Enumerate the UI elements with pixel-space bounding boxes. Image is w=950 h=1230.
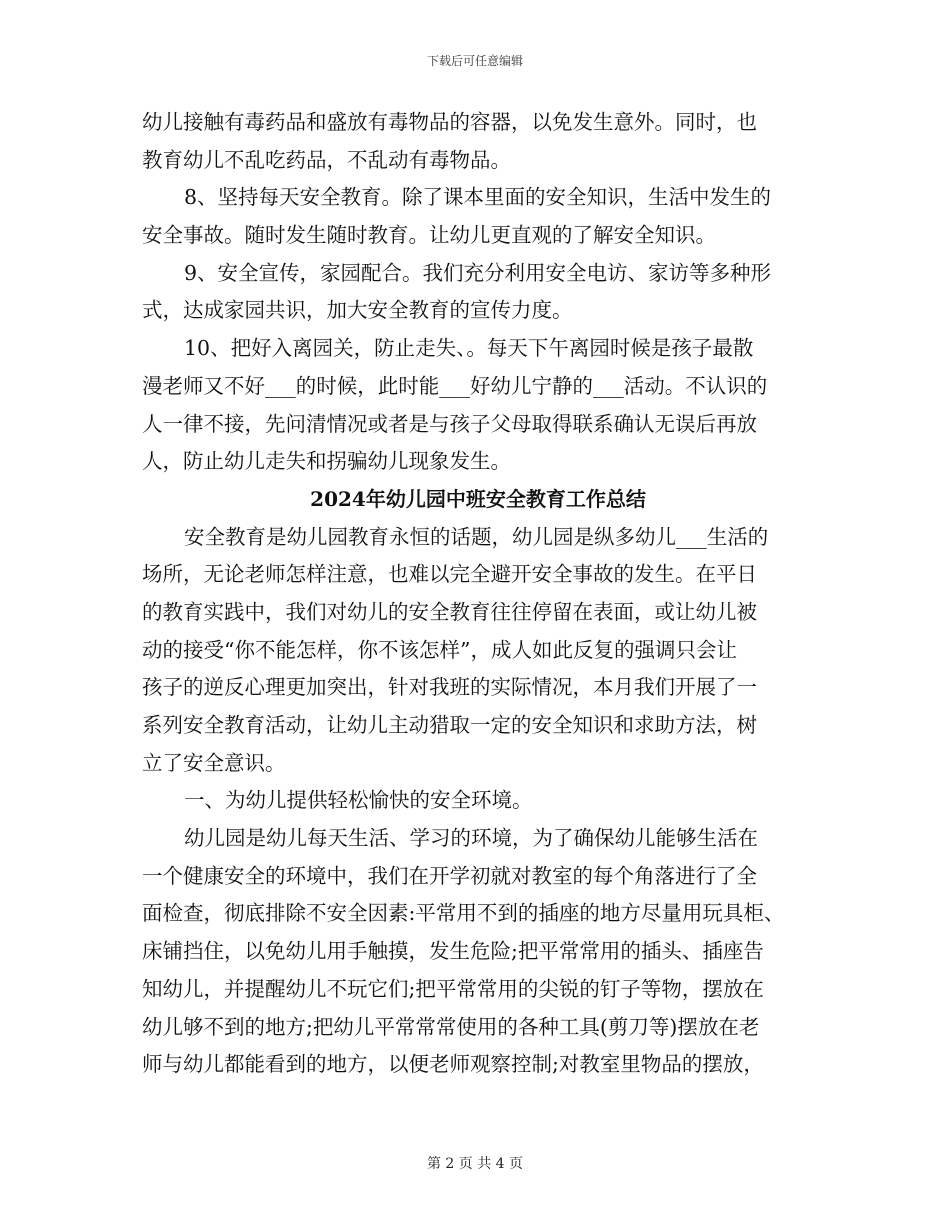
text-line: 立了安全意识。 [142,750,286,775]
text-line: 床铺挡住，以免幼儿用手触摸，发生危险;把平常常用的插头、插座告 [142,939,764,964]
text-line: 一个健康安全的环境中，我们在开学初就对教室的每个角落进行了全 [142,863,757,888]
text-line: 的教育实践中，我们对幼儿的安全教育往往停留在表面，或让幼儿被 [142,599,757,624]
text-line: 9、安全宣传，家园配合。我们充分利用安全电访、家访等多种形 [184,260,772,285]
text-line: 系列安全教育活动，让幼儿主动猎取一定的安全知识和求助方法，树 [142,713,757,737]
text-line: 场所，无论老师怎样注意，也难以完全避开安全事故的发生。在平日 [142,562,757,587]
text-line: 一、为幼儿提供轻松愉快的安全环境。 [184,788,533,813]
text-line: 人，防止幼儿走失和拐骗幼儿现象发生。 [142,449,511,474]
text-line: 教育幼儿不乱吃药品，不乱动有毒物品。 [142,147,511,172]
text-line: 8、坚持每天安全教育。除了课本里面的安全知识，生活中发生的 [184,185,772,210]
text-line: 师与幼儿都能看到的地方，以便老师观察控制;对教室里物品的摆放， [142,1052,764,1077]
text-line: 幼儿接触有毒药品和盛放有毒物品的容器，以免发生意外。同时，也 [142,110,757,134]
text-line: 安全事故。随时发生随时教育。让幼儿更直观的了解安全知识。 [142,223,716,248]
page-header: 下载后可任意编辑 [426,54,523,68]
text-line: 面检查，彻底排除不安全因素:平常用不到的插座的地方尽量用玩具柜、 [142,901,785,926]
document-body [142,104,814,1084]
text-line: 幼儿园是幼儿每天生活、学习的环境，为了确保幼儿能够生活在 [184,826,758,851]
text-line: 幼儿够不到的地方;把幼儿平常常常使用的各种工具(剪刀等)摆放在老 [142,1014,760,1039]
text-line: 式，达成家园共识，加大安全教育的宣传力度。 [142,298,573,323]
text-line: 孩子的逆反心理更加突出，针对我班的实际情况，本月我们开展了一 [142,675,757,700]
text-line: 漫老师又不好___的时候，此时能___好幼儿宁静的___活动。不认识的 [142,373,768,398]
text-line: 安全教育是幼儿园教育永恒的话题，幼儿园是纵多幼儿___生活的 [184,524,769,549]
text-line: 知幼儿，并提醒幼儿不玩它们;把平常常用的尖锐的钉子等物，摆放在 [142,976,764,1001]
text-line: 10、把好入离园关，防止走失、。每天下午离园时候是孩子最散 [184,336,754,361]
text-line: 动的接受“你不能怎样，你不该怎样”，成人如此反复的强调只会让 [142,637,737,662]
page-footer: 第 2 页 共 4 页 [426,1156,524,1172]
section-title: 2024年幼儿园中班安全教育工作总结 [310,486,646,511]
text-line: 人一律不接，先问清情况或者是与孩子父母取得联系确认无误后再放 [142,411,757,436]
